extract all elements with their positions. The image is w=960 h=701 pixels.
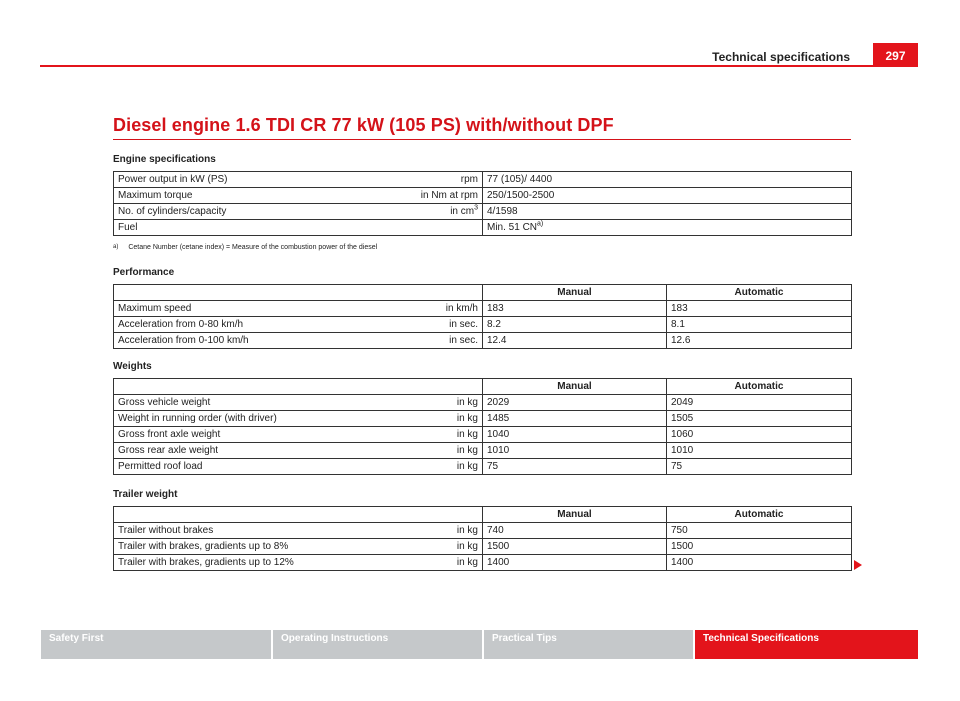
col-automatic: Automatic	[667, 285, 852, 301]
table-row	[114, 523, 852, 539]
weights-table	[113, 378, 852, 475]
row-unit: in km/h	[354, 301, 483, 317]
table-row	[114, 395, 852, 411]
footer-tab-operating-instructions[interactable]: Operating Instructions	[273, 630, 482, 659]
footer-tab-safety-first[interactable]: Safety First	[41, 630, 271, 659]
row-automatic: 183	[667, 301, 852, 317]
row-automatic: 12.6	[667, 333, 852, 349]
table-row	[114, 301, 852, 317]
row-name: Maximum torque	[114, 188, 354, 204]
row-name: Power output in kW (PS)	[114, 172, 354, 188]
header-blank	[114, 379, 483, 395]
page-title: Diesel engine 1.6 TDI CR 77 kW (105 PS) with/without DPF	[113, 115, 614, 135]
table-row	[114, 172, 852, 188]
row-unit: in kg	[354, 539, 483, 555]
row-name: Acceleration from 0-80 km/h	[114, 317, 354, 333]
row-name: Trailer with brakes, gradients up to 12%	[114, 555, 354, 571]
footnote	[113, 244, 377, 251]
footnote-ref: a)	[537, 220, 544, 228]
engine-table	[113, 171, 852, 236]
row-unit	[354, 204, 483, 220]
row-unit: in kg	[354, 395, 483, 411]
row-automatic: 1400	[667, 555, 852, 571]
table-row	[114, 411, 852, 427]
row-unit: in Nm at rpm	[354, 188, 483, 204]
row-manual: 740	[483, 523, 667, 539]
row-value: 250/1500-2500	[483, 188, 852, 204]
row-value: 4/1598	[483, 204, 852, 220]
row-unit: in kg	[354, 427, 483, 443]
weights-heading: Weights	[113, 361, 152, 372]
row-name: Gross rear axle weight	[114, 443, 354, 459]
page-number: 297	[873, 43, 918, 67]
title-underline	[113, 139, 851, 140]
row-value: 77 (105)/ 4400	[483, 172, 852, 188]
value-text: Min. 51 CN	[487, 222, 538, 233]
header-title: Technical specifications	[712, 50, 850, 64]
header-rule	[40, 65, 918, 67]
row-name: Trailer without brakes	[114, 523, 354, 539]
table-row	[114, 539, 852, 555]
row-automatic: 1060	[667, 427, 852, 443]
row-manual: 8.2	[483, 317, 667, 333]
row-name: No. of cylinders/capacity	[114, 204, 354, 220]
row-manual: 1040	[483, 427, 667, 443]
table-row	[114, 188, 852, 204]
table-row	[114, 333, 852, 349]
table-row	[114, 220, 852, 236]
engine-heading: Engine specifications	[113, 154, 216, 165]
row-manual: 75	[483, 459, 667, 475]
row-unit: in sec.	[354, 317, 483, 333]
row-automatic: 1500	[667, 539, 852, 555]
trailer-heading: Trailer weight	[113, 489, 178, 500]
col-automatic: Automatic	[667, 507, 852, 523]
row-name: Acceleration from 0-100 km/h	[114, 333, 354, 349]
col-manual: Manual	[483, 507, 667, 523]
table-header-row	[114, 507, 852, 523]
table-header-row	[114, 379, 852, 395]
footer-tab-technical-specifications[interactable]: Technical Specifications	[695, 630, 918, 659]
row-manual: 1400	[483, 555, 667, 571]
row-unit: in kg	[354, 459, 483, 475]
table-row	[114, 443, 852, 459]
row-name: Permitted roof load	[114, 459, 354, 475]
footnote-text: Cetane Number (cetane index) = Measure of the combustion power of the diesel	[128, 244, 378, 251]
row-name: Maximum speed	[114, 301, 354, 317]
table-header-row	[114, 285, 852, 301]
performance-table	[113, 284, 852, 349]
unit-superscript: 3	[474, 204, 478, 212]
table-row	[114, 317, 852, 333]
unit-text: in cm	[450, 206, 475, 217]
col-manual: Manual	[483, 285, 667, 301]
col-automatic: Automatic	[667, 379, 852, 395]
row-unit: in kg	[354, 411, 483, 427]
col-manual: Manual	[483, 379, 667, 395]
table-row	[114, 459, 852, 475]
row-manual: 2029	[483, 395, 667, 411]
row-automatic: 750	[667, 523, 852, 539]
row-automatic: 8.1	[667, 317, 852, 333]
row-manual: 1500	[483, 539, 667, 555]
performance-heading: Performance	[113, 267, 175, 278]
row-unit: rpm	[354, 172, 483, 188]
header-blank	[114, 285, 483, 301]
row-automatic: 1010	[667, 443, 852, 459]
row-automatic: 75	[667, 459, 852, 475]
trailer-table	[113, 506, 852, 571]
arrow-right-icon[interactable]	[854, 560, 862, 570]
row-name: Fuel	[114, 220, 354, 236]
row-unit: in kg	[354, 555, 483, 571]
row-unit	[354, 220, 483, 236]
table-row	[114, 427, 852, 443]
footnote-mark: a)	[113, 244, 119, 250]
row-name: Trailer with brakes, gradients up to 8%	[114, 539, 354, 555]
row-manual: 183	[483, 301, 667, 317]
row-manual: 1485	[483, 411, 667, 427]
row-name: Weight in running order (with driver)	[114, 411, 354, 427]
row-unit: in kg	[354, 443, 483, 459]
row-automatic: 2049	[667, 395, 852, 411]
header-blank	[114, 507, 483, 523]
row-automatic: 1505	[667, 411, 852, 427]
row-name: Gross front axle weight	[114, 427, 354, 443]
row-name: Gross vehicle weight	[114, 395, 354, 411]
row-manual: 12.4	[483, 333, 667, 349]
table-row	[114, 555, 852, 571]
footer-nav	[41, 630, 918, 659]
row-manual: 1010	[483, 443, 667, 459]
footer-tab-practical-tips[interactable]: Practical Tips	[484, 630, 693, 659]
row-value	[483, 220, 852, 236]
table-row	[114, 204, 852, 220]
row-unit: in sec.	[354, 333, 483, 349]
row-unit: in kg	[354, 523, 483, 539]
